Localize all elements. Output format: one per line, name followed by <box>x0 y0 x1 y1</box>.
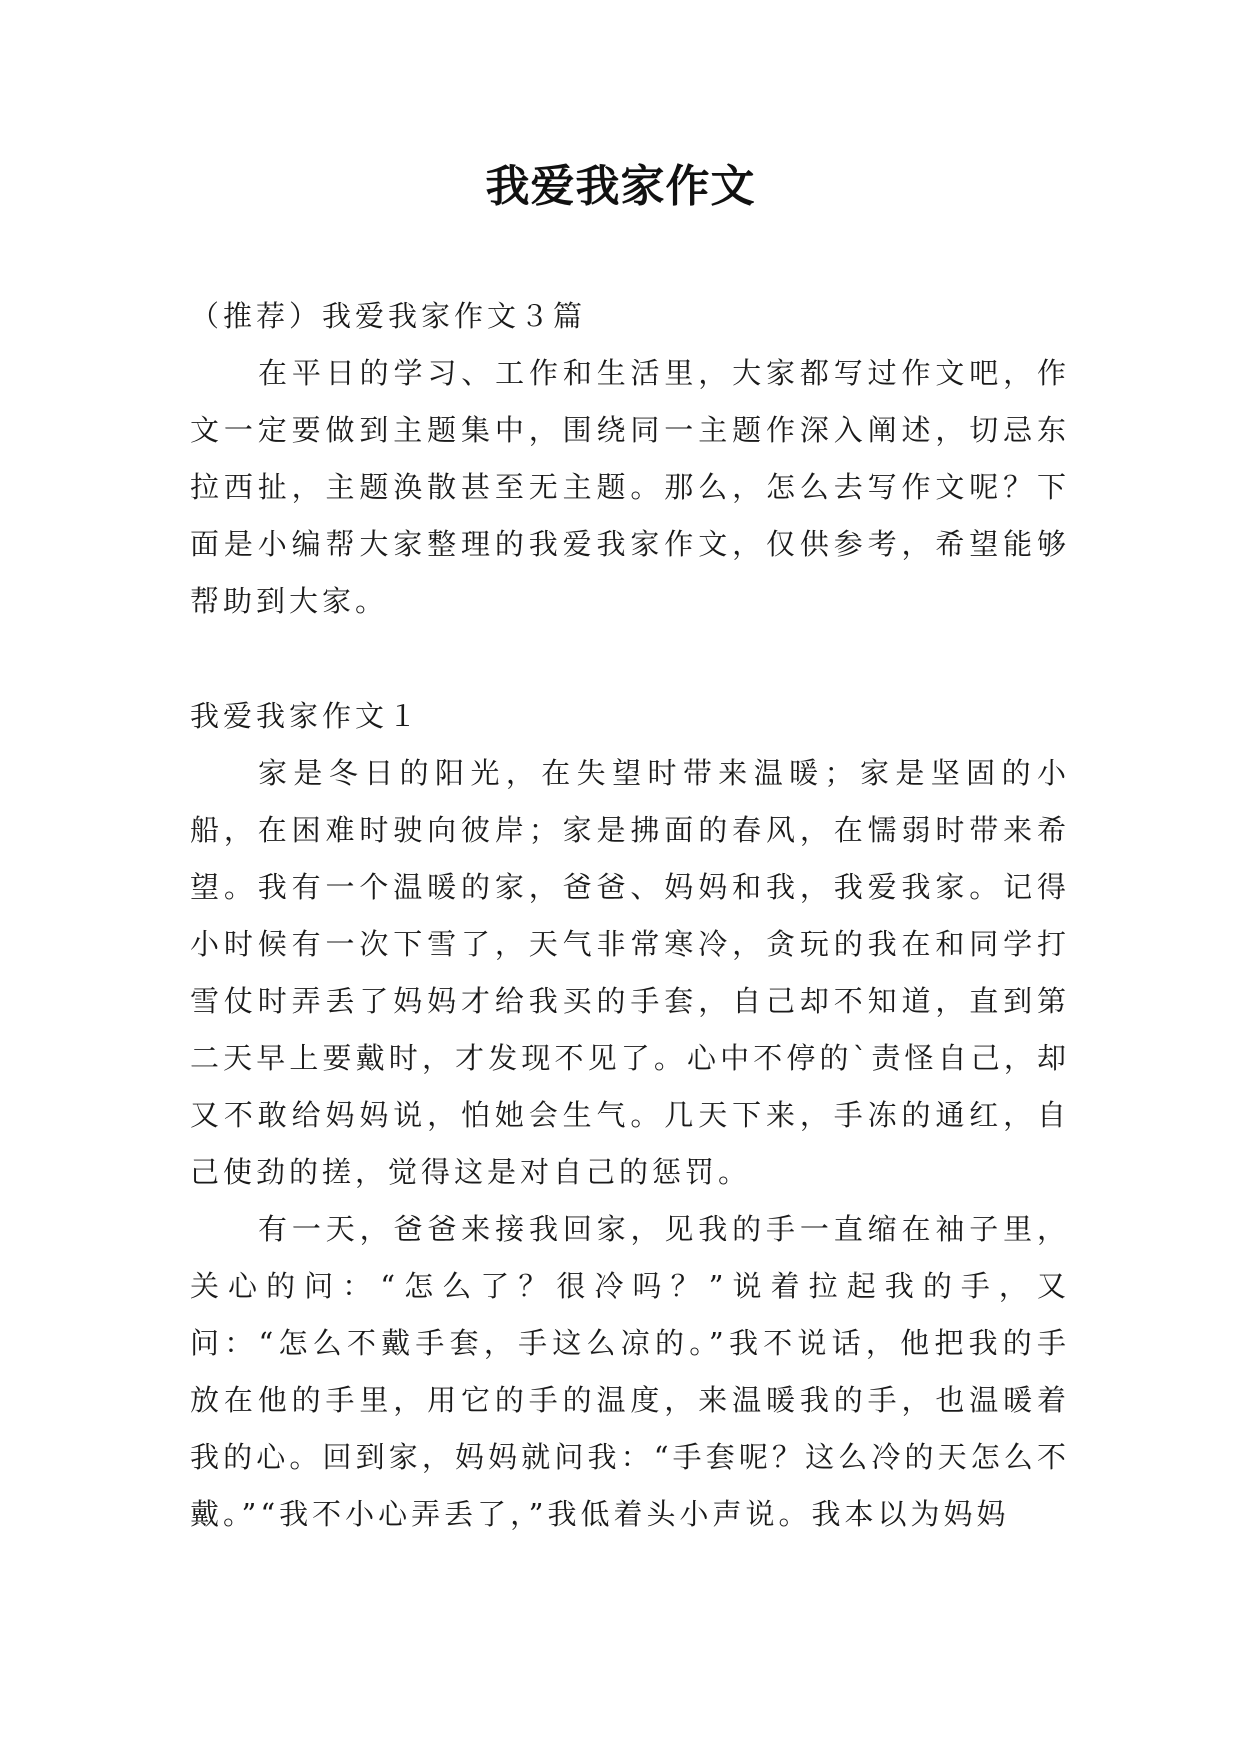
body-paragraph: 家是冬日的阳光，在失望时带来温暖；家是坚固的小船，在困难时驶向彼岸；家是拂面的春风，在懦弱时带来希望。我有一个温暖的家，爸爸、妈妈和我，我爱我家。记得小时候有一次下雪了，天气非常寒冷，贪玩的我在和同学打雪仗时弄丢了妈妈才给我买的手套，自己却不知道，直到第二天早上要戴时，才发现不见了。心中不停的`责怪自己，却又不敢给妈妈说，怕她会生气。几天下来，手冻的通红，自己使劲的搓，觉得这是对自己的惩罚。 <box>190 756 1070 1189</box>
body-paragraph: 有一天，爸爸来接我回家，见我的手一直缩在袖子里，关心的问：“怎么了？很冷吗？”说着拉起我的手，又问：“怎么不戴手套，手这么凉的。”我不说话，他把我的手放在他的手里，用它的手的温度，来温暖我的手，也温暖着我的心。回到家，妈妈就问我：“手套呢？这么冷的天怎么不戴。”“我不小心弄丢了，”我低着头小声说。我本以为妈妈 <box>190 1212 1070 1531</box>
document-subtitle: （推荐）我爱我家作文３篇 <box>190 299 587 333</box>
intro-paragraph: 在平日的学习、工作和生活里，大家都写过作文吧，作文一定要做到主题集中，围绕同一主题作深入阐述，切忌东拉西扯，主题涣散甚至无主题。那么，怎么去写作文呢？下面是小编帮大家整理的我爱我家作文，仅供参考，希望能够帮助到大家。 <box>190 356 1070 618</box>
section-heading: 我爱我家作文１ <box>190 699 422 733</box>
paragraph-spacer <box>190 630 1070 688</box>
document-title: 我爱我家作文 <box>485 161 756 212</box>
document-body <box>190 288 1070 1543</box>
